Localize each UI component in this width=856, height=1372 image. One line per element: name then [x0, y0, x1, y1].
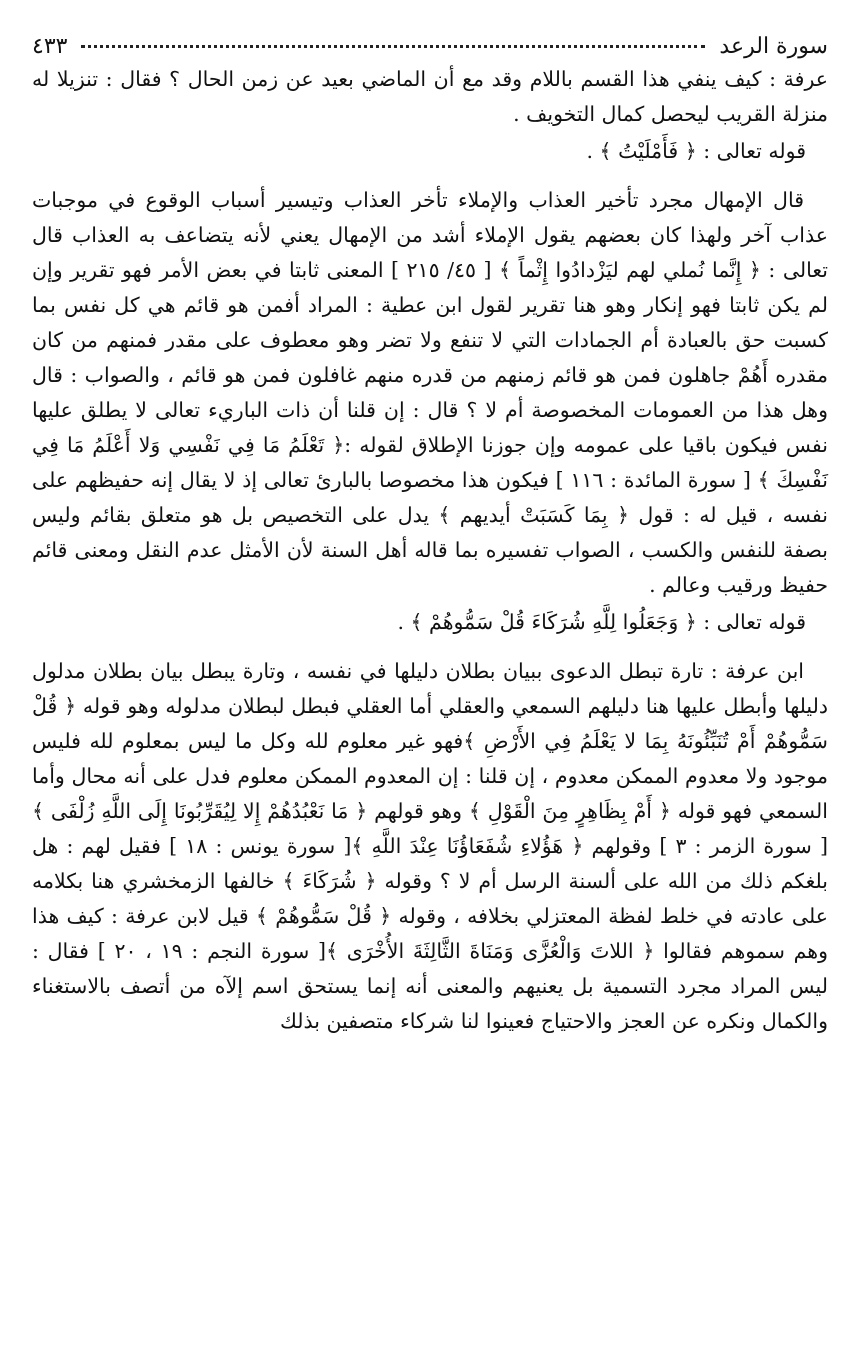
surah-title: سورة الرعد: [719, 33, 828, 59]
dotted-leader: [81, 45, 705, 48]
paragraph: قال الإمهال مجرد تأخير العذاب والإملاء تأخر العذاب وتيسير أسباب الوقوع في موجبات عذاب آخر ولهذا كان بعضهم يقول الإملاء أشد من الإمهال يعني لأنه يتضاعف به العذاب قال تعالى : ﴿ إِنَّما نُملي لهم ليَزْدادُوا إِثْماً ﴾ [ ٤٥/ ٢١٥ ] المعنى ثابتا في بعض الأمر فهو تقرير وإن لم يكن ثابتا فهو إنكار وهو هنا تقرير لقول ابن عطية : المراد أفمن هو قائم هي كل نفس بما كسبت حق بالعبادة أم الجمادات التي لا تنفع ولا تضر وهو معطوف على مقدر فمنهم من كان مقدره أَهُمْ جاهلون فمن هو قائم زمنهم من قدره منهم غافلون فمن هو قائم ، والصواب : قال وهل هذا من العمومات المخصوصة أم لا ؟ قال : إن قلنا أن ذات الباريء تعالى لا يطلق عليها نفس فيكون باقيا على عمومه وإن جوزنا الإطلاق لقوله :﴿ تَعْلَمُ مَا فِي نَفْسِي وَلا أَعْلَمُ مَا فِي نَفْسِكَ ﴾ [ سورة المائدة : ١١٦ ] فيكون هذا مخصوصا بالبارئ تعالى إذ لا يقال إنه حفيظهم على نفسه ، قيل له : قول ﴿ بِمَا كَسَبَتْ أيديهم ﴾ يدل على التخصيص بل هو متعلق بقائم وليس بصفة للنفس والكسب ، الصواب تفسيره بما قاله أهل السنة لأن الأمثل عدم النقل ومعنى قائم حفيظ ورقيب وعالم .: [32, 188, 829, 597]
verse-heading: قوله تعالى : ﴿ وَجَعَلُوا لِلَّهِ شُرَكَاءَ قُلْ سَمُّوهُمْ ﴾ .: [397, 610, 806, 634]
paragraph: ابن عرفة : تارة تبطل الدعوى ببيان بطلان دليلها في نفسه ، وتارة يبطل بيان بطلان مدلول دليلها وأبطل عليها هنا دليلهم السمعي والعقلي أما العقلي فبطل لبطلان مدلوله وهو قوله ﴿ قُلْ سَمُّوهُمْ أَمْ تُنَبِّئُونَهُ بِمَا لا يَعْلَمُ فِي الأَرْضِ ﴾فهو غير معلوم لله وكل ما ليس بمعلوم لله فليس موجود ولا معدوم الممكن معدوم ، إن قلنا : إن المعدوم الممكن معلوم فدل على أنه محال وأما السمعي فهو قوله ﴿ أَمْ بِظَاهِرٍ مِنَ الْقَوْلِ ﴾ وهو قولهم ﴿ مَا نَعْبُدُهُمْ إِلا لِيُقَرِّبُونَا إِلَى اللَّهِ زُلْفَى ﴾[ سورة الزمر : ٣ ] وقولهم ﴿ هَؤُلاءِ شُفَعَاؤُنَا عِنْدَ اللَّهِ ﴾[ سورة يونس : ١٨ ] فقيل لهم : هل بلغكم ذلك من الله على ألسنة الرسل أم لا ؟ وقوله ﴿ شُرَكَاءَ ﴾ خالفها الزمخشري هنا بكلامه على عادته في خلط لفظة المعتزلي بخلافه ، وقوله ﴿ قُلْ سَمُّوهُمْ ﴾ قيل لابن عرفة : كيف هذا وهم سموهم فقالوا ﴿ اللاتَ وَالْعُزَّى وَمَنَاةَ الثَّالِثَةَ الأُخْرَى ﴾[ سورة النجم : ١٩ ، ٢٠ ] فقال : ليس المراد مجرد التسمية بل يعنيهم والمعنى أنه إنما يستحق اسم إلآه من أتصف بالاستغناء والكمال ونكره عن العجز والاحتياج فعينوا لنا شركاء متصفين بذلك: [32, 659, 828, 1033]
page-number: ٤٣٣: [32, 33, 68, 59]
paragraph-continuation: عرفة : كيف ينفي هذا القسم باللام وقد مع أن الماضي بعيد عن زمن الحال ؟ فقال : تنزيلا له منزلة القريب ليحصل كمال التخويف .: [32, 67, 828, 126]
verse-heading: قوله تعالى : ﴿ فَأَمْلَيْتُ ﴾ .: [586, 139, 806, 163]
page-body: [32, 62, 828, 1039]
running-header: [32, 30, 828, 62]
